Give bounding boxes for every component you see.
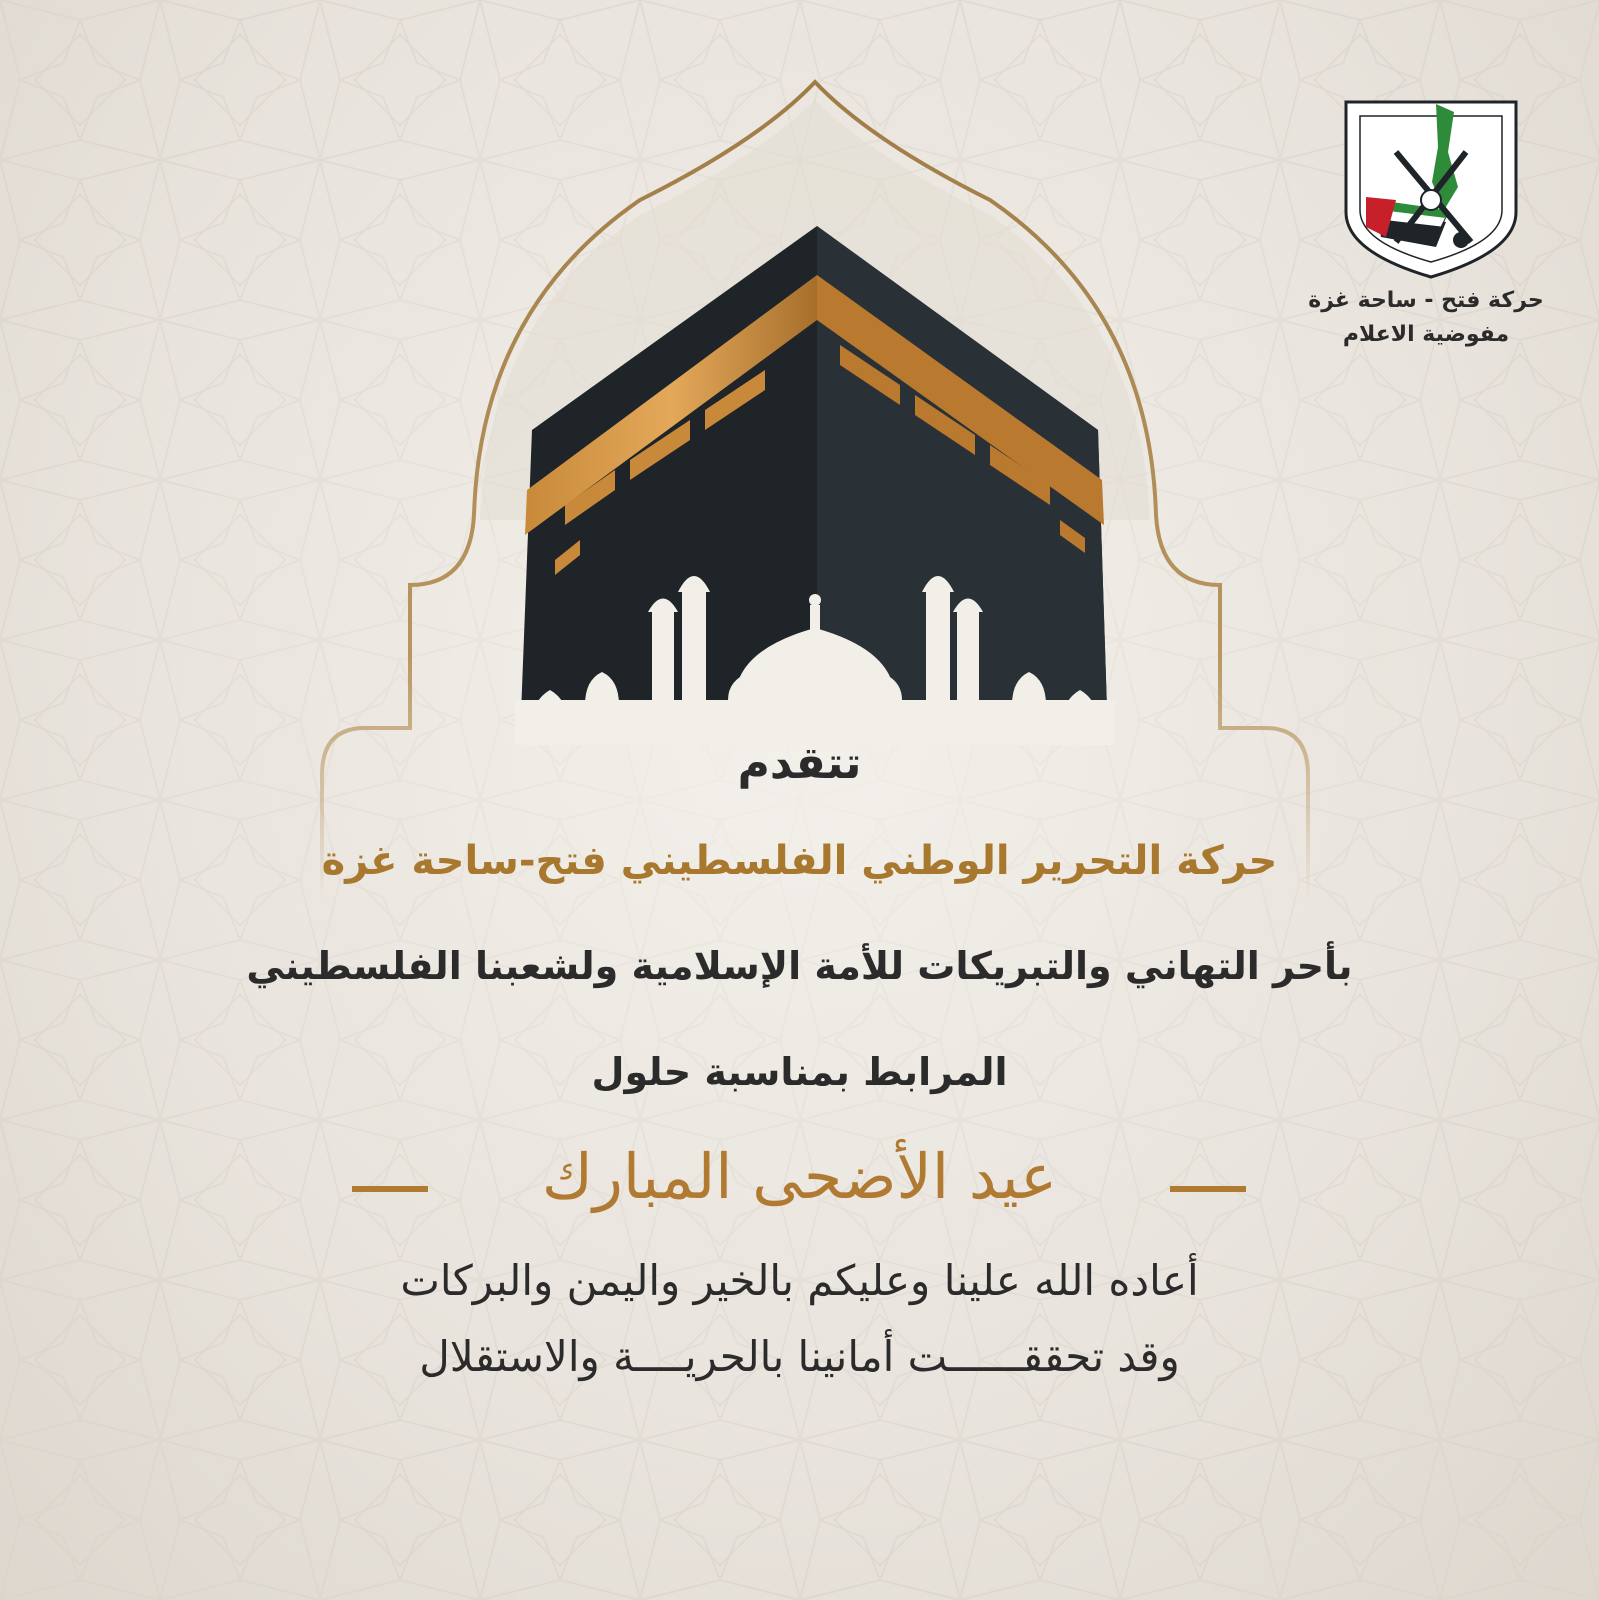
eid-title: عيد الأضحى المبارك — [541, 1140, 1058, 1213]
wish-line-1: أعاده الله علينا وعليكم بالخير واليمن والبركات — [400, 1256, 1199, 1305]
greeting-line-2: المرابط بمناسبة حلول — [591, 1050, 1008, 1094]
greeting-line-1: بأحر التهاني والتبريكات للأمة الإسلامية ولشعبنا الفلسطيني — [246, 944, 1353, 988]
intro-text: تتقدم — [737, 738, 862, 789]
org-name-header: حركة فتح - ساحة غزة — [1308, 288, 1544, 313]
media-office-label: مفوضية الاعلام — [1342, 322, 1510, 347]
wish-line-2: وقد تحققــــــت أمانينا بالحريــــة والاستقلال — [419, 1332, 1180, 1381]
decorative-dash-right — [1170, 1186, 1246, 1192]
fatah-emblem-icon — [1336, 92, 1526, 282]
organization-name: حركة التحرير الوطني الفلسطيني فتح-ساحة غزة — [321, 838, 1278, 884]
